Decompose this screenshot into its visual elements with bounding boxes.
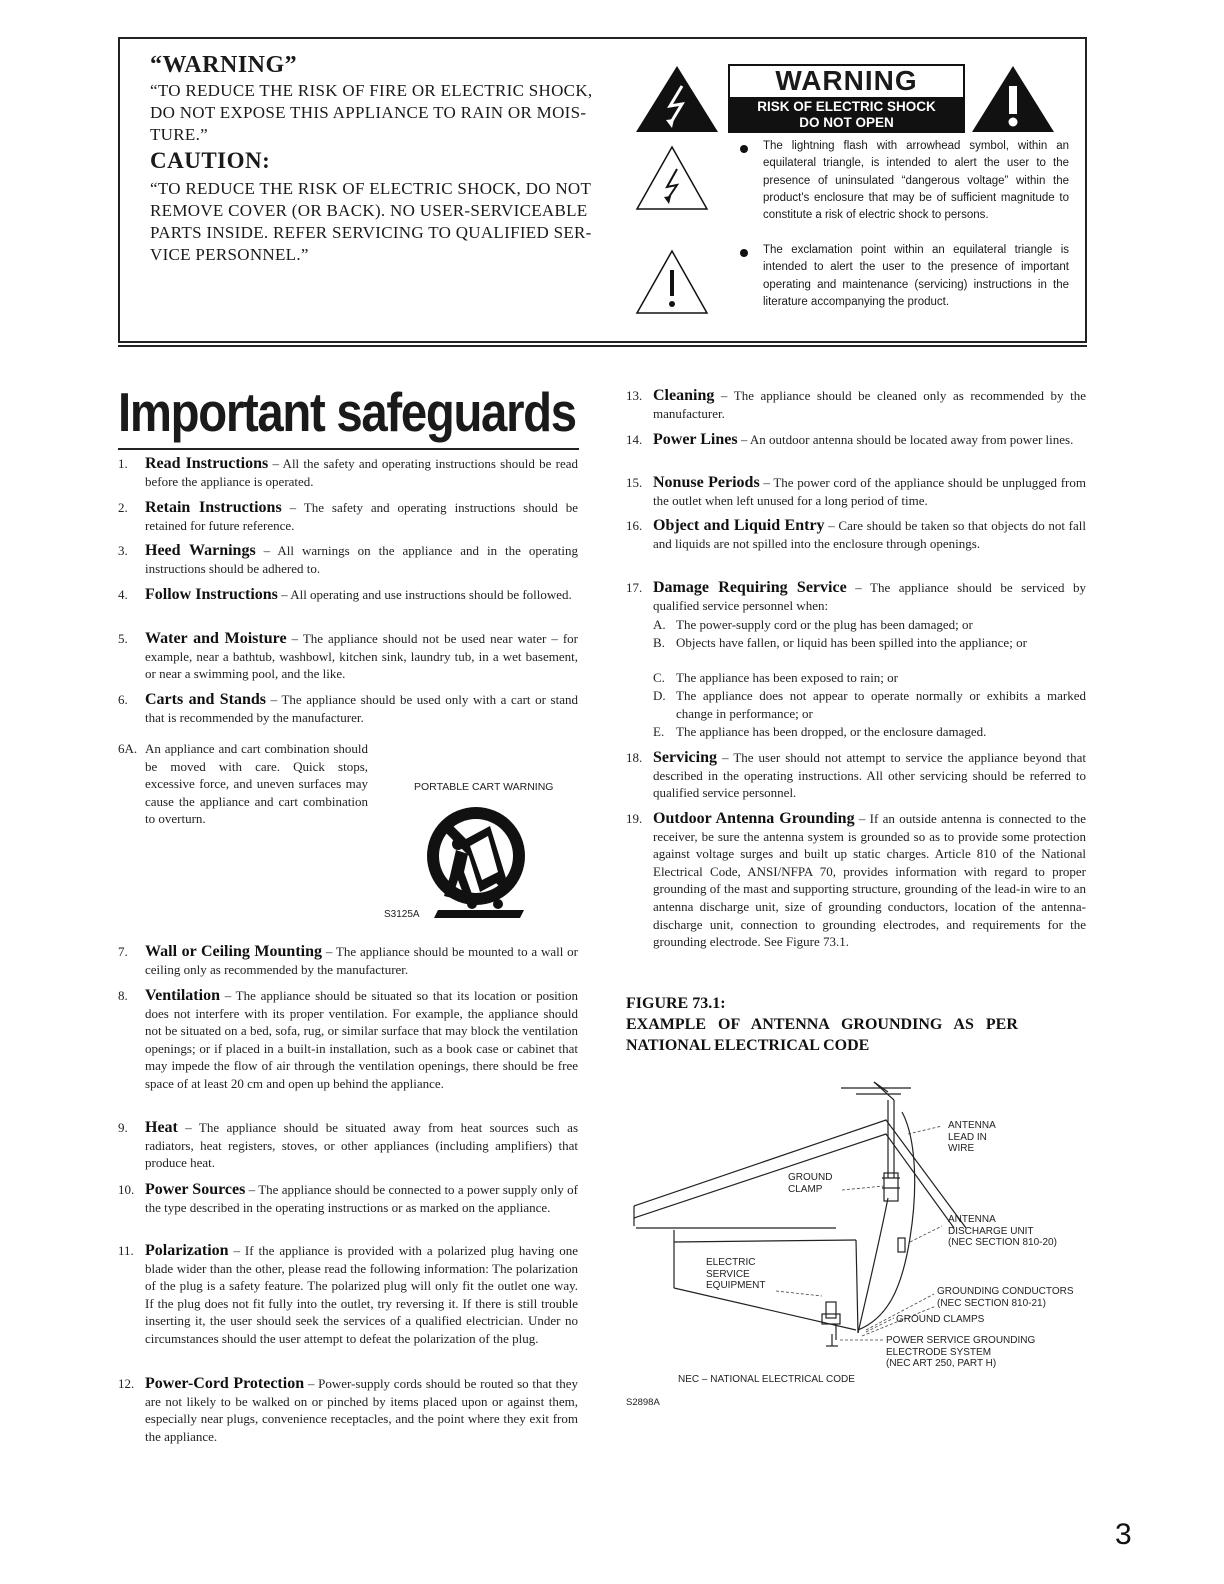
warning-line: “TO REDUCE THE RISK OF FIRE OR ELECTRIC SHOCK, <box>150 81 593 100</box>
sub-item <box>653 669 1086 687</box>
warning-label-line: DO NOT OPEN <box>799 115 894 130</box>
bullet-icon <box>740 249 748 257</box>
item-title: Object and Liquid Entry <box>653 517 825 534</box>
item-text: – Care should be taken so that objects do not fall and liquids are not spilled into the enclosure through openings. <box>653 518 1087 551</box>
item-number: 16. <box>626 518 643 533</box>
safeguard-item <box>626 387 1086 422</box>
exclamation-outline-icon <box>634 248 710 316</box>
sub-item <box>653 723 1086 741</box>
label-line: GROUNDING CONDUCTORS <box>937 1286 1074 1297</box>
item-text: – The appliance should be serviced by qualified service personnel when: <box>653 580 1087 613</box>
item-number: 2. <box>118 500 128 515</box>
label-line: LEAD IN <box>948 1131 987 1143</box>
sub-item <box>653 634 1086 652</box>
label-grounding-conductors <box>937 1286 1073 1309</box>
warning-text <box>150 80 610 146</box>
warning-label-subtitle <box>730 97 963 131</box>
label-electric-service <box>706 1257 765 1292</box>
caution-line: REMOVE COVER (OR BACK). NO USER-SERVICEABLE <box>150 201 588 220</box>
caution-line: “TO REDUCE THE RISK OF ELECTRIC SHOCK, DO NOT <box>150 179 592 198</box>
safeguard-item <box>626 431 1086 449</box>
label-line: GROUND <box>788 1172 833 1183</box>
sub-item <box>653 616 1086 634</box>
figure-title-line: EXAMPLE OF ANTENNA GROUNDING AS PER <box>626 1016 1018 1033</box>
item-title: Power Sources <box>145 1181 246 1198</box>
item-text: – The appliance should be situated away from heat sources such as radiators, heat registers, stoves, or other appliances (including amplifiers) that produce heat. <box>145 1120 578 1171</box>
label-line: EQUIPMENT <box>706 1280 766 1291</box>
label-line: SERVICE <box>706 1268 750 1280</box>
sub-item-text: The appliance does not appear to operate normally or exhibits a marked change in performance; or <box>676 688 1086 721</box>
item-title: Nonuse Periods <box>653 474 760 491</box>
cart-warning-icon <box>424 800 528 924</box>
item-title: Cleaning <box>653 387 715 404</box>
label-electrode-system <box>886 1335 1035 1370</box>
label-line: ELECTRODE SYSTEM <box>886 1346 992 1358</box>
item-text: – The appliance should be used only with a cart or stand that is recommended by the manufacturer. <box>145 692 579 725</box>
caution-title: CAUTION: <box>150 148 271 173</box>
item-number: 6A. <box>118 741 138 756</box>
safeguard-item <box>626 517 1086 552</box>
item-title: Servicing <box>653 749 717 766</box>
label-line: (NEC ART 250, PART H) <box>886 1358 997 1369</box>
item-number: 7. <box>118 944 128 959</box>
label-line: DISCHARGE UNIT <box>948 1225 1034 1237</box>
safeguard-item <box>118 1181 578 1216</box>
cart-code: S3125A <box>384 909 420 920</box>
item-text: – An outdoor antenna should be located away from power lines. <box>740 432 1074 447</box>
caution-text <box>150 178 610 266</box>
label-discharge-unit <box>948 1214 1057 1249</box>
label-line: ANTENNA <box>948 1120 996 1131</box>
item-text: – If the appliance is provided with a polarized plug having one blade wider than the other, please read the following information: The polarization of the plug is a safety feature. The polarized plug will only fit the outlet one way. If the plug does not fit fully into the outlet, try reversing it. If there is still trouble inserting it, the user should seek the services of a qualified electrician. Under no circumstances should the user attempt to defeat the polarization of the plug. <box>145 1243 579 1346</box>
figure-code: S2898A <box>626 1397 660 1408</box>
item-text: – All the safety and operating instructions should be read before the appliance is operated. <box>145 456 579 489</box>
item-text: – The safety and operating instructions should be retained for future reference. <box>145 500 579 533</box>
safeguard-item <box>118 1119 578 1172</box>
cart-caption: PORTABLE CART WARNING <box>414 781 554 793</box>
label-line: ELECTRIC <box>706 1257 756 1268</box>
bullet-icon <box>740 145 748 153</box>
figure-title-line: NATIONAL ELECTRICAL CODE <box>626 1037 870 1054</box>
item-title: Read Instructions <box>145 455 269 472</box>
safeguard-item <box>118 630 578 683</box>
item-title: Power-Cord Protection <box>145 1375 305 1392</box>
item-text: – Power-supply cords should be routed so that they are not likely to be walked on or pinched by items placed upon or against them, especially near plugs, convenience receptacles, and the point where they exit from the appliance. <box>145 1376 579 1444</box>
item-title: Heed Warnings <box>145 542 256 559</box>
item-number: 5. <box>118 631 128 646</box>
warning-label-line: RISK OF ELECTRIC SHOCK <box>757 99 936 114</box>
safeguard-item <box>118 691 578 726</box>
safeguard-item <box>118 1242 578 1348</box>
item-title: Water and Moisture <box>145 630 287 647</box>
page-title: Important safeguards <box>118 381 576 443</box>
sub-item-text: The power-supply cord or the plug has been damaged; or <box>676 617 973 632</box>
lightning-outline-icon <box>634 144 710 212</box>
item-title: Wall or Ceiling Mounting <box>145 943 322 960</box>
warning-label-title: WARNING <box>775 65 918 96</box>
item-title: Follow Instructions <box>145 586 278 603</box>
page-number: 3 <box>1115 1518 1132 1551</box>
item-text: – The user should not attempt to service the appliance beyond that described in the operating instructions. All other servicing should be referred to qualified service personnel. <box>653 750 1087 801</box>
item-text: An appliance and cart combination should be moved with care. Quick stops, excessive force, and uneven surfaces may cause the appliance and cart combination to overturn. <box>145 741 368 827</box>
sub-item-letter: C. <box>653 670 665 685</box>
item-number: 14. <box>626 432 643 447</box>
item-title: Retain Instructions <box>145 499 282 516</box>
safeguard-item <box>118 943 578 978</box>
sub-item <box>653 687 1086 722</box>
item-text: – The power cord of the appliance should be unplugged from the outlet when left unused for a long period of time. <box>653 475 1086 508</box>
item-number: 4. <box>118 587 128 602</box>
item-number: 6. <box>118 692 128 707</box>
item-number: 3. <box>118 543 128 558</box>
label-ground-clamp <box>788 1172 832 1195</box>
item-text: – All operating and use instructions should be followed. <box>281 587 572 602</box>
sub-item-letter: A. <box>653 617 666 632</box>
item-title: Outdoor Antenna Grounding <box>653 810 855 827</box>
item-number: 15. <box>626 475 643 490</box>
exclamation-triangle-icon <box>970 64 1056 134</box>
item-text: – The appliance should be cleaned only as recommended by the manufacturer. <box>653 388 1087 421</box>
caution-line: PARTS INSIDE. REFER SERVICING TO QUALIFIED SER- <box>150 223 592 242</box>
label-antenna-lead <box>948 1120 996 1155</box>
label-line: WIRE <box>948 1143 975 1154</box>
item-text: – All warnings on the appliance and in the operating instructions should be adhered to. <box>145 543 578 576</box>
item-text: – The appliance should be connected to a power supply only of the type described in the operating instructions or as marked on the appliance. <box>145 1182 578 1215</box>
item-number: 9. <box>118 1120 128 1135</box>
safeguard-item <box>118 740 368 828</box>
safeguard-item <box>118 987 578 1093</box>
safeguard-item <box>626 749 1086 802</box>
sub-item-text: The appliance has been dropped, or the enclosure damaged. <box>676 724 987 739</box>
item-title: Heat <box>145 1119 178 1136</box>
warning-label <box>728 64 965 133</box>
safeguard-item <box>118 586 578 604</box>
safeguard-item <box>118 1375 578 1445</box>
sub-item-letter: E. <box>653 724 665 739</box>
item-number: 17. <box>626 580 643 595</box>
item-title: Damage Requiring Service <box>653 579 847 596</box>
bullet-lightning-text: The lightning flash with arrowhead symbol, within an equilateral triangle, is intended to alert the user to the presence of uninsulated “dangerous voltage” within the product's enclosure that may be of sufficient magnitude to constitute a risk of electric shock to persons. <box>763 140 1069 222</box>
safeguard-item <box>118 499 578 534</box>
label-line: CLAMP <box>788 1183 823 1195</box>
item-number: 8. <box>118 988 128 1003</box>
item-title: Power Lines <box>653 431 738 448</box>
label-ground-clamps: GROUND CLAMPS <box>896 1314 985 1325</box>
title-divider <box>118 448 579 450</box>
item-text: – The appliance should be situated so that its location or position does not interfere with its proper ventilation. For example, the appliance should not be situated on a bed, sofa, rug, or similar surface that may block the ventilation openings; or if placed in a built-in installation, such as a book case or cabinet that may impede the flow of air through the ventilation openings, there should be free space of at least 20 cm and open up behind the appliance. <box>145 988 578 1091</box>
label-line: POWER SERVICE GROUNDING <box>886 1335 1036 1346</box>
item-text: – If an outside antenna is connected to the receiver, be sure the antenna system is grounded so as to provide some protection against voltage surges and built up static charges. Article 810 of the National Electrical Code, ANSI/NFPA 70, provides information with regard to proper grounding of the mast and supporting structure, grounding of the lead-in wire to an antenna discharge unit, size of grounding conductors, location of the antenna-discharge unit, connection to grounding electrodes, and requirements for the grounding electrode. See Figure 73.1. <box>653 811 1086 950</box>
safeguard-item <box>626 810 1086 951</box>
sub-item-letter: D. <box>653 688 666 703</box>
label-line: ANTENNA <box>948 1214 996 1225</box>
label-line: (NEC SECTION 810-21) <box>937 1297 1046 1309</box>
item-number: 1. <box>118 456 128 471</box>
sub-item-letter: B. <box>653 635 665 650</box>
item-number: 13. <box>626 388 643 403</box>
item-number: 10. <box>118 1182 135 1197</box>
item-text: – The appliance should not be used near water – for example, near a bathtub, washbowl, kitchen sink, laundry tub, in a wet basement, or near a swimming pool, and the like. <box>145 631 579 682</box>
safeguard-item <box>626 579 1086 614</box>
item-number: 12. <box>118 1376 135 1391</box>
warning-line: TURE.” <box>150 125 208 144</box>
figure-title-line: FIGURE 73.1: <box>626 995 726 1012</box>
figure-title <box>626 993 1086 1056</box>
item-number: 19. <box>626 811 643 826</box>
item-number: 11. <box>118 1243 134 1258</box>
item-title: Ventilation <box>145 987 220 1004</box>
item-number: 18. <box>626 750 643 765</box>
warning-line: DO NOT EXPOSE THIS APPLIANCE TO RAIN OR MOIS- <box>150 103 587 122</box>
safeguard-item <box>118 542 578 577</box>
caution-line: VICE PERSONNEL.” <box>150 245 309 264</box>
item-text: – The appliance should be mounted to a wall or ceiling only as recommended by the manufacturer. <box>145 944 579 977</box>
label-line: (NEC SECTION 810-20) <box>948 1237 1057 1248</box>
safeguard-item <box>118 455 578 490</box>
item-title: Polarization <box>145 1242 229 1259</box>
safeguard-item <box>626 474 1086 509</box>
sub-item-text: The appliance has been exposed to rain; or <box>676 670 898 685</box>
warning-title: “WARNING” <box>150 52 298 78</box>
item-title: Carts and Stands <box>145 691 266 708</box>
label-nec: NEC – NATIONAL ELECTRICAL CODE <box>678 1374 855 1385</box>
sub-item-text: Objects have fallen, or liquid has been spilled into the appliance; or <box>676 635 1027 650</box>
bullet-exclamation-text: The exclamation point within an equilateral triangle is intended to alert the user to the presence of important operating and maintenance (servicing) instructions in the literature accompanying the product. <box>763 244 1069 308</box>
lightning-triangle-icon <box>634 64 720 134</box>
